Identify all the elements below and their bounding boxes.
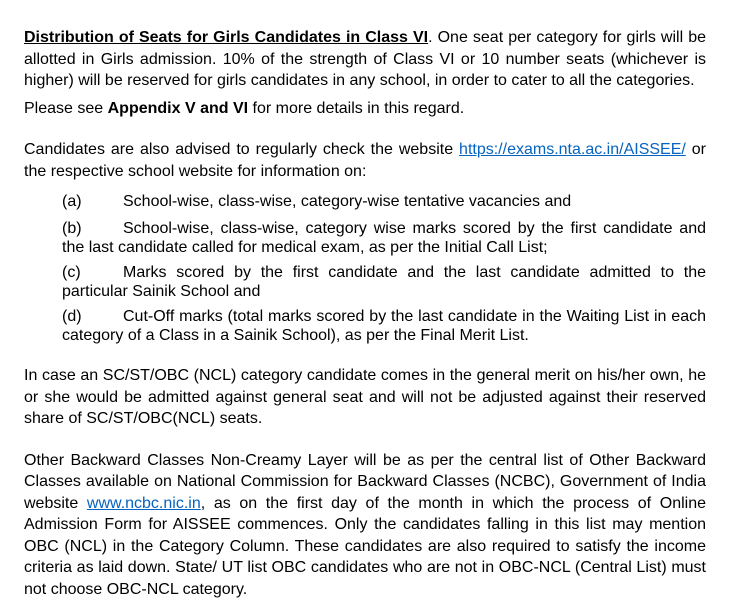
- spacer: [24, 119, 706, 139]
- obc-suffix: , as on the first day of the month in which the process of Online Admission Form for AISSEE commences. Only the candidates falling in this list may mention OBC (NCL) in the Category Column. These candidates are also required to satisfy the income criteria as laid down. State/ UT list OBC candidates who are not in OBC-NCL (Central List) must not choose OBC-NCL category.: [24, 495, 706, 598]
- list-item: [62, 219, 706, 257]
- list-marker: (d): [62, 307, 123, 326]
- appendix-prefix: Please see: [24, 100, 108, 117]
- obc-prefix: Other Backward Classes Non-Creamy Layer will be as per the central list of Other Backward Classes available on National Commission for Backward Classes (NCBC), Government of India website: [24, 452, 706, 512]
- information-list: [62, 192, 706, 345]
- spacer: [24, 351, 706, 365]
- nta-website-link[interactable]: https://exams.nta.ac.in/AISSEE/: [459, 141, 686, 158]
- appendix-paragraph: [24, 98, 706, 120]
- document-page: [24, 27, 706, 600]
- list-marker: (c): [62, 263, 123, 282]
- list-item: [62, 192, 706, 211]
- list-item-text: School-wise, class-wise, category-wise tentative vacancies and: [123, 193, 571, 210]
- list-item: [62, 307, 706, 345]
- list-marker: (a): [62, 192, 123, 211]
- ncbc-website-link[interactable]: www.ncbc.nic.in: [87, 495, 201, 512]
- list-item-text: School-wise, class-wise, category wise marks scored by the first candidate and the last candidate called for medical exam, as per the Initial Call List;: [62, 220, 706, 256]
- website-suffix: or the respective school website for information on:: [24, 141, 706, 180]
- obc-ncl-paragraph: [24, 450, 706, 600]
- appendix-suffix: for more details in this regard.: [248, 100, 464, 117]
- heading-period: .: [428, 29, 432, 46]
- website-prefix: Candidates are also advised to regularly check the website: [24, 141, 459, 158]
- list-item-text: Marks scored by the first candidate and the last candidate admitted to the particular Sainik School and: [62, 264, 706, 300]
- girls-seats-paragraph: [24, 27, 706, 92]
- list-marker: (b): [62, 219, 123, 238]
- appendix-reference: Appendix V and VI: [108, 100, 248, 117]
- spacer: [24, 430, 706, 450]
- girls-seats-body: One seat per category for girls will be allotted in Girls admission. 10% of the strength of Class VI or 10 number seats (whichever is higher) will be reserved for girls candidates in any school, in order to cater to all the categories.: [24, 29, 706, 89]
- section-heading: Distribution of Seats for Girls Candidates in Class VI: [24, 29, 428, 46]
- spacer: [24, 182, 706, 192]
- list-item: [62, 263, 706, 301]
- website-paragraph: [24, 139, 706, 182]
- general-merit-paragraph: In case an SC/ST/OBC (NCL) category candidate comes in the general merit on his/her own, he or she would be admitted against general seat and will not be adjusted against their reserved share of SC/ST/OBC(NCL) seats.: [24, 365, 706, 430]
- list-item-text: Cut-Off marks (total marks scored by the last candidate in the Waiting List in each category of a Class in a Sainik School), as per the Final Merit List.: [62, 308, 706, 344]
